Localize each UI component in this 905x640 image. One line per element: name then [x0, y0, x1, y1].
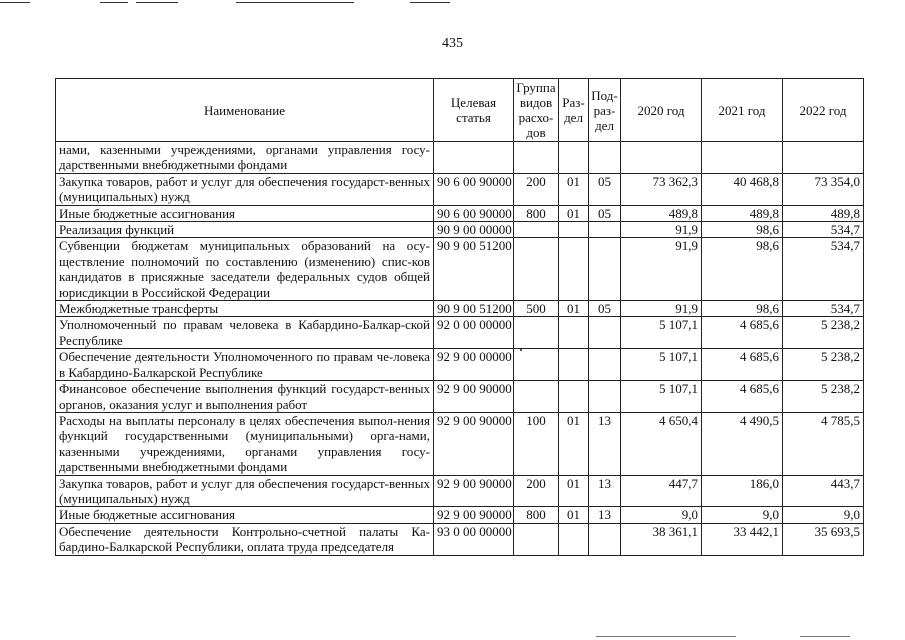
row-target: 92 0 00 00000: [434, 317, 514, 349]
row-section: [559, 381, 589, 413]
page-number: 435: [442, 36, 463, 51]
row-value-2022: 9,0: [783, 507, 864, 523]
table-row: [56, 349, 864, 381]
scan-artifact-line: [136, 2, 178, 3]
row-group: 200: [514, 173, 559, 205]
scan-artifact-line: [236, 2, 354, 3]
table-row: [56, 523, 864, 555]
row-value-2022: 73 354,0: [783, 173, 864, 205]
row-value-2021: 4 685,6: [702, 349, 783, 381]
row-value-2022: 5 238,2: [783, 381, 864, 413]
row-name: Расходы на выплаты персоналу в целях обеспечения выпол-нения функций государственными (муниципальными) орга-нами, казенными учреждениями, органами управления госу-дарственными внебюджетными фондами: [56, 412, 434, 475]
row-value-2022: 534,7: [783, 301, 864, 317]
row-name: нами, казенными учреждениями, органами управления госу-дарственными внебюджетными фондами: [56, 142, 434, 174]
row-value-2020: 447,7: [621, 475, 702, 507]
row-target: [434, 142, 514, 174]
table-header-row: [56, 79, 864, 142]
row-subsection: [589, 317, 621, 349]
row-name: Уполномоченный по правам человека в Кабардино-Балкар-ской Республике: [56, 317, 434, 349]
row-section: [559, 349, 589, 381]
row-name: Иные бюджетные ассигнования: [56, 205, 434, 221]
row-value-2020: 73 362,3: [621, 173, 702, 205]
table-row: [56, 142, 864, 174]
scan-artifact-line: [100, 2, 128, 3]
row-section: 01: [559, 412, 589, 475]
row-target: 90 9 00 51200: [434, 238, 514, 301]
scan-speck: [520, 349, 522, 351]
row-value-2021: 98,6: [702, 238, 783, 301]
table-row: [56, 173, 864, 205]
row-name: Реализация функций: [56, 222, 434, 238]
row-target: 92 9 00 90000: [434, 412, 514, 475]
row-group: [514, 317, 559, 349]
row-section: [559, 222, 589, 238]
row-name: Финансовое обеспечение выполнения функций государст-венных органов, оказания услуг и выполнения работ: [56, 381, 434, 413]
row-value-2022: 4 785,5: [783, 412, 864, 475]
scan-artifact-line: [0, 2, 30, 3]
row-subsection: 05: [589, 301, 621, 317]
table-row: [56, 238, 864, 301]
table-row: [56, 222, 864, 238]
row-value-2022: 443,7: [783, 475, 864, 507]
row-value-2020: 38 361,1: [621, 523, 702, 555]
row-target: 90 9 00 00000: [434, 222, 514, 238]
row-name: Закупка товаров, работ и услуг для обеспечения государст-венных (муниципальных) нужд: [56, 475, 434, 507]
row-group: 800: [514, 205, 559, 221]
row-value-2021: [702, 142, 783, 174]
row-subsection: 13: [589, 412, 621, 475]
header-name: Наименование: [56, 79, 434, 142]
row-value-2021: 33 442,1: [702, 523, 783, 555]
row-value-2022: 5 238,2: [783, 349, 864, 381]
row-section: [559, 523, 589, 555]
row-section: [559, 238, 589, 301]
row-subsection: [589, 142, 621, 174]
row-value-2021: 98,6: [702, 222, 783, 238]
row-section: 01: [559, 205, 589, 221]
table-row: [56, 475, 864, 507]
row-group: 800: [514, 507, 559, 523]
scan-artifact-line: [800, 636, 850, 637]
row-value-2020: [621, 142, 702, 174]
row-name: Иные бюджетные ассигнования: [56, 507, 434, 523]
row-value-2020: 91,9: [621, 222, 702, 238]
row-value-2021: 9,0: [702, 507, 783, 523]
row-target: 92 9 00 00000: [434, 349, 514, 381]
row-group: [514, 222, 559, 238]
row-value-2022: [783, 142, 864, 174]
table-row: [56, 205, 864, 221]
row-value-2020: 489,8: [621, 205, 702, 221]
row-subsection: 13: [589, 507, 621, 523]
row-group: 200: [514, 475, 559, 507]
row-target: 90 6 00 90000: [434, 205, 514, 221]
budget-table: [55, 78, 864, 556]
row-subsection: 05: [589, 173, 621, 205]
row-name: Обеспечение деятельности Контрольно-счетной палаты Ка-бардино-Балкарской Республики, оплата труда председателя: [56, 523, 434, 555]
row-value-2020: 5 107,1: [621, 349, 702, 381]
row-target: 92 9 00 90000: [434, 381, 514, 413]
header-2022: 2022 год: [783, 79, 864, 142]
row-target: 92 9 00 90000: [434, 507, 514, 523]
scan-artifact-line: [410, 2, 450, 3]
row-subsection: [589, 381, 621, 413]
row-value-2021: 4 685,6: [702, 317, 783, 349]
row-subsection: [589, 238, 621, 301]
row-value-2022: 35 693,5: [783, 523, 864, 555]
row-group: [514, 349, 559, 381]
header-group: Группа видов расхо-дов: [514, 79, 559, 142]
row-group: [514, 142, 559, 174]
row-group: [514, 381, 559, 413]
row-value-2021: 4 490,5: [702, 412, 783, 475]
row-subsection: 05: [589, 205, 621, 221]
header-subsection: Под-раз-дел: [589, 79, 621, 142]
table-row: [56, 412, 864, 475]
table-row: [56, 301, 864, 317]
row-name: Закупка товаров, работ и услуг для обеспечения государст-венных (муниципальных) нужд: [56, 173, 434, 205]
table-row: [56, 507, 864, 523]
row-value-2020: 9,0: [621, 507, 702, 523]
row-target: 92 9 00 90000: [434, 475, 514, 507]
row-subsection: [589, 349, 621, 381]
header-2021: 2021 год: [702, 79, 783, 142]
row-target: 93 0 00 00000: [434, 523, 514, 555]
row-subsection: 13: [589, 475, 621, 507]
row-section: [559, 317, 589, 349]
row-value-2021: 186,0: [702, 475, 783, 507]
row-target: 90 6 00 90000: [434, 173, 514, 205]
table-row: [56, 381, 864, 413]
header-section: Раз-дел: [559, 79, 589, 142]
row-name: Обеспечение деятельности Уполномоченного по правам че-ловека в Кабардино-Балкарской Республике: [56, 349, 434, 381]
row-value-2020: 4 650,4: [621, 412, 702, 475]
row-section: 01: [559, 507, 589, 523]
row-value-2021: 489,8: [702, 205, 783, 221]
row-name: Межбюджетные трансферты: [56, 301, 434, 317]
row-value-2020: 5 107,1: [621, 317, 702, 349]
row-section: 01: [559, 301, 589, 317]
row-value-2020: 5 107,1: [621, 381, 702, 413]
row-section: 01: [559, 475, 589, 507]
row-subsection: [589, 523, 621, 555]
row-value-2021: 4 685,6: [702, 381, 783, 413]
row-section: 01: [559, 173, 589, 205]
header-target: Целевая статья: [434, 79, 514, 142]
table-row: [56, 317, 864, 349]
row-group: [514, 523, 559, 555]
row-section: [559, 142, 589, 174]
row-value-2022: 534,7: [783, 238, 864, 301]
row-value-2021: 98,6: [702, 301, 783, 317]
row-value-2020: 91,9: [621, 238, 702, 301]
row-group: [514, 238, 559, 301]
row-value-2022: 5 238,2: [783, 317, 864, 349]
row-group: 500: [514, 301, 559, 317]
row-value-2020: 91,9: [621, 301, 702, 317]
header-2020: 2020 год: [621, 79, 702, 142]
row-target: 90 9 00 51200: [434, 301, 514, 317]
row-value-2022: 534,7: [783, 222, 864, 238]
row-group: 100: [514, 412, 559, 475]
row-value-2021: 40 468,8: [702, 173, 783, 205]
scan-artifact-line: [596, 636, 736, 637]
row-name: Субвенции бюджетам муниципальных образований на осу-ществление полномочий по составлению (изменению) спис-ков кандидатов в присяжные заседатели федеральных судов общей юрисдикции в Российской Федерации: [56, 238, 434, 301]
row-value-2022: 489,8: [783, 205, 864, 221]
row-subsection: [589, 222, 621, 238]
